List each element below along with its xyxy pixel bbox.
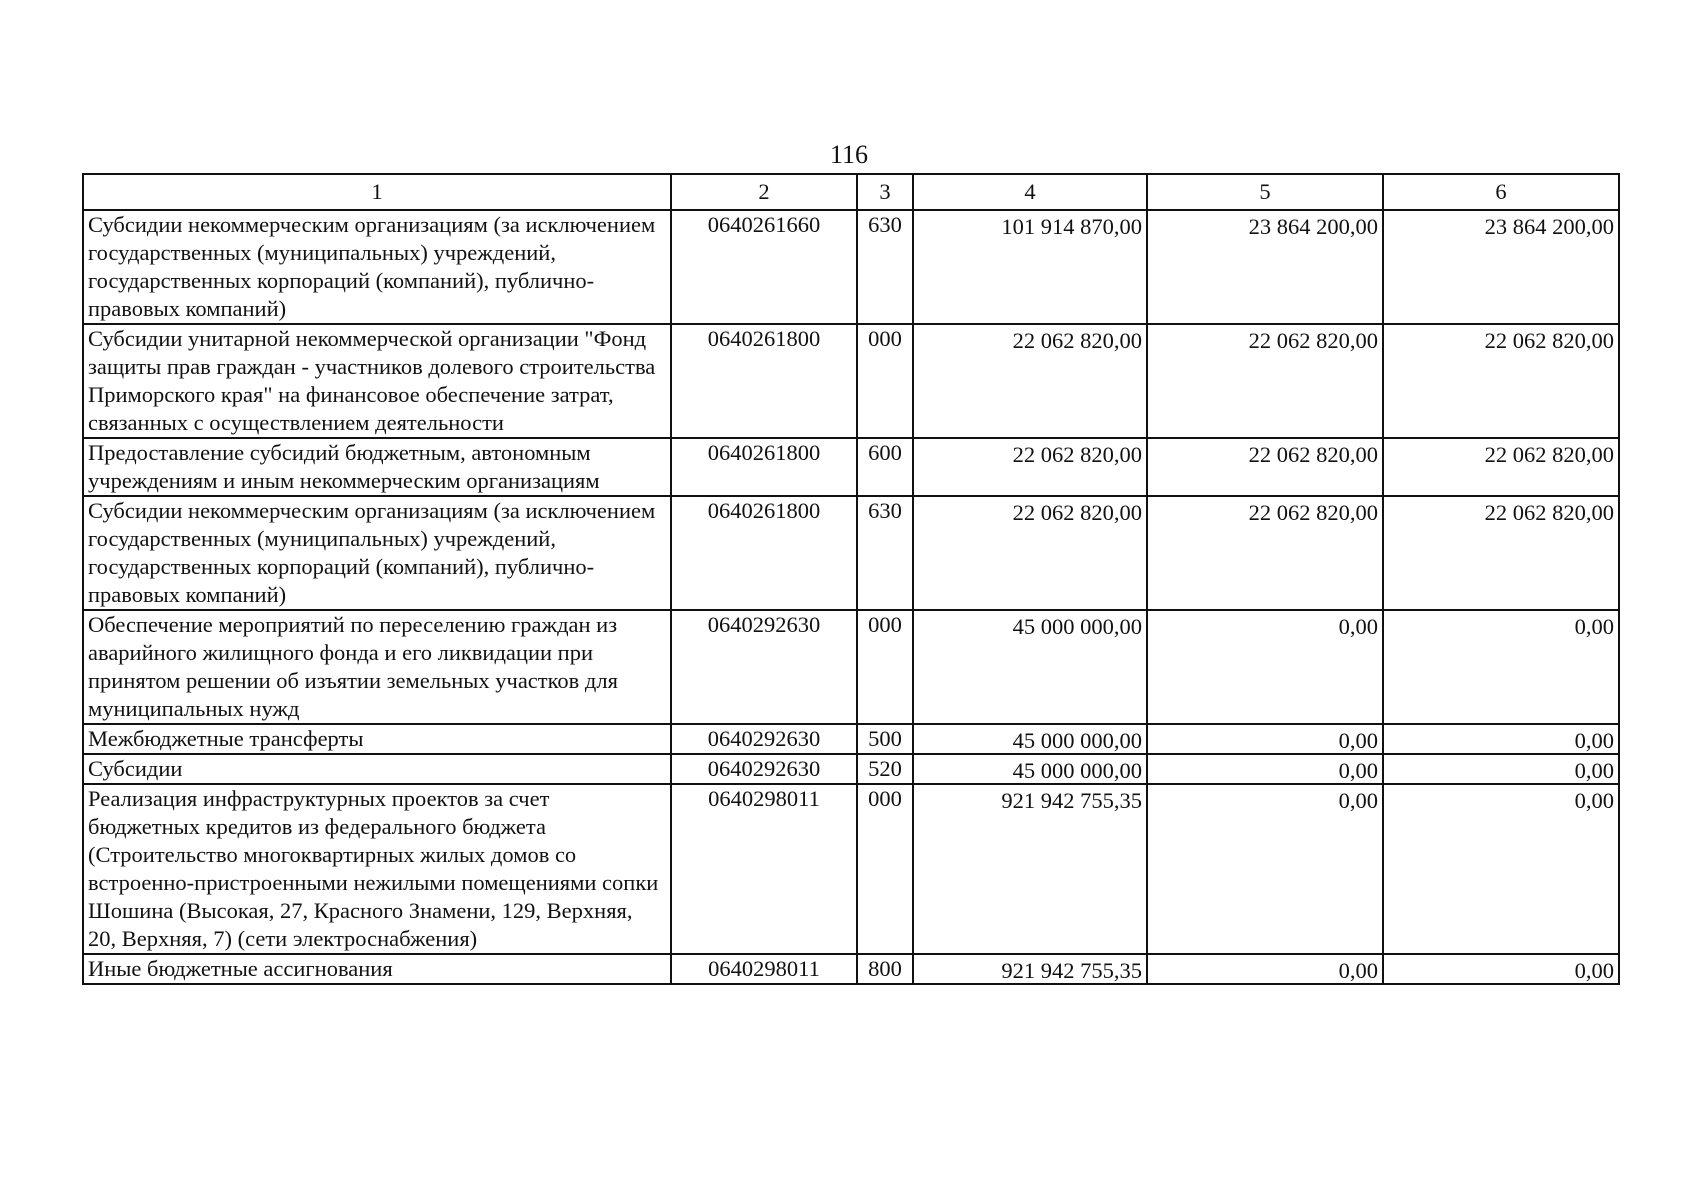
row-code: 0640292630 [671, 610, 857, 724]
table-row [83, 496, 1619, 610]
row-value-4 [913, 954, 1147, 984]
value-text: 22 062 820,00 [1484, 442, 1614, 467]
row-code: 0640261800 [671, 324, 857, 438]
row-value-4 [913, 496, 1147, 610]
row-value-5 [1147, 496, 1383, 610]
row-value-6 [1383, 324, 1619, 438]
row-type: 520 [857, 754, 913, 784]
value-text: 22 062 820,00 [1012, 442, 1142, 467]
row-type: 630 [857, 496, 913, 610]
table-row [83, 954, 1619, 984]
row-value-5 [1147, 210, 1383, 324]
row-type: 630 [857, 210, 913, 324]
row-name: Иные бюджетные ассигнования [83, 954, 671, 984]
value-text: 22 062 820,00 [1012, 500, 1142, 525]
value-text: 0,00 [1338, 758, 1378, 783]
row-name: Субсидии унитарной некоммерческой организации "Фонд защиты прав граждан - участников долевого строительства Приморского края" на финансовое обеспечение затрат, связанных с осуществлением деятельности [83, 324, 671, 438]
row-value-5 [1147, 784, 1383, 954]
value-text: 0,00 [1574, 958, 1614, 983]
value-text: 45 000 000,00 [1012, 758, 1142, 783]
row-code: 0640261660 [671, 210, 857, 324]
row-value-6 [1383, 754, 1619, 784]
row-value-6 [1383, 438, 1619, 496]
table-row [83, 438, 1619, 496]
value-text: 0,00 [1338, 614, 1378, 639]
table-row [83, 784, 1619, 954]
col-header-5: 5 [1147, 174, 1383, 210]
value-text: 23 864 200,00 [1248, 214, 1378, 239]
row-value-6 [1383, 724, 1619, 754]
value-text: 101 914 870,00 [1001, 214, 1142, 239]
value-text: 22 062 820,00 [1248, 442, 1378, 467]
col-header-4: 4 [913, 174, 1147, 210]
table-row [83, 724, 1619, 754]
row-type: 500 [857, 724, 913, 754]
row-code: 0640298011 [671, 784, 857, 954]
row-type: 000 [857, 324, 913, 438]
col-header-2: 2 [671, 174, 857, 210]
value-text: 0,00 [1574, 788, 1614, 813]
table-row [83, 610, 1619, 724]
row-value-4 [913, 754, 1147, 784]
header-row [83, 174, 1619, 210]
row-value-6 [1383, 210, 1619, 324]
row-type: 000 [857, 610, 913, 724]
value-text: 0,00 [1574, 728, 1614, 753]
row-value-5 [1147, 324, 1383, 438]
row-name: Субсидии некоммерческим организациям (за исключением государственных (муниципальных) учреждений, государственных корпораций (компаний), публично-правовых компаний) [83, 210, 671, 324]
row-value-5 [1147, 610, 1383, 724]
row-value-5 [1147, 954, 1383, 984]
value-text: 22 062 820,00 [1484, 500, 1614, 525]
col-header-6: 6 [1383, 174, 1619, 210]
value-text: 22 062 820,00 [1012, 328, 1142, 353]
row-value-4 [913, 610, 1147, 724]
row-type: 800 [857, 954, 913, 984]
value-text: 0,00 [1338, 788, 1378, 813]
value-text: 23 864 200,00 [1484, 214, 1614, 239]
row-name: Субсидии некоммерческим организациям (за исключением государственных (муниципальных) учреждений, государственных корпораций (компаний), публично-правовых компаний) [83, 496, 671, 610]
table-row [83, 754, 1619, 784]
row-value-5 [1147, 754, 1383, 784]
row-type: 600 [857, 438, 913, 496]
value-text: 22 062 820,00 [1484, 328, 1614, 353]
row-code: 0640261800 [671, 496, 857, 610]
row-value-4 [913, 438, 1147, 496]
row-value-6 [1383, 954, 1619, 984]
value-text: 921 942 755,35 [1001, 958, 1142, 983]
row-code: 0640298011 [671, 954, 857, 984]
value-text: 0,00 [1338, 728, 1378, 753]
table-row [83, 324, 1619, 438]
row-value-4 [913, 784, 1147, 954]
row-value-6 [1383, 496, 1619, 610]
row-value-4 [913, 724, 1147, 754]
row-code: 0640292630 [671, 724, 857, 754]
value-text: 921 942 755,35 [1001, 788, 1142, 813]
row-value-4 [913, 210, 1147, 324]
value-text: 22 062 820,00 [1248, 500, 1378, 525]
value-text: 0,00 [1574, 758, 1614, 783]
budget-table [82, 173, 1620, 985]
value-text: 45 000 000,00 [1012, 728, 1142, 753]
value-text: 0,00 [1574, 614, 1614, 639]
row-code: 0640261800 [671, 438, 857, 496]
row-name: Реализация инфраструктурных проектов за счет бюджетных кредитов из федерального бюджета (Строительство многоквартирных жилых домов со встроенно-пристроенными нежилыми помещениями сопки Шошина (Высокая, 27, Красного Знамени, 129, Верхняя, 20, Верхняя, 7) (сети электроснабжения) [83, 784, 671, 954]
value-text: 45 000 000,00 [1012, 614, 1142, 639]
row-value-6 [1383, 610, 1619, 724]
row-type: 000 [857, 784, 913, 954]
row-code: 0640292630 [671, 754, 857, 784]
value-text: 0,00 [1338, 958, 1378, 983]
row-name: Предоставление субсидий бюджетным, автономным учреждениям и иным некоммерческим организациям [83, 438, 671, 496]
page-number: 116 [829, 140, 869, 169]
row-value-5 [1147, 438, 1383, 496]
row-name: Межбюджетные трансферты [83, 724, 671, 754]
row-name: Субсидии [83, 754, 671, 784]
row-name: Обеспечение мероприятий по переселению граждан из аварийного жилищного фонда и его ликвидации при принятом решении об изъятии земельных участков для муниципальных нужд [83, 610, 671, 724]
row-value-6 [1383, 784, 1619, 954]
row-value-4 [913, 324, 1147, 438]
table-row [83, 210, 1619, 324]
col-header-1: 1 [83, 174, 671, 210]
value-text: 22 062 820,00 [1248, 328, 1378, 353]
col-header-3: 3 [857, 174, 913, 210]
row-value-5 [1147, 724, 1383, 754]
